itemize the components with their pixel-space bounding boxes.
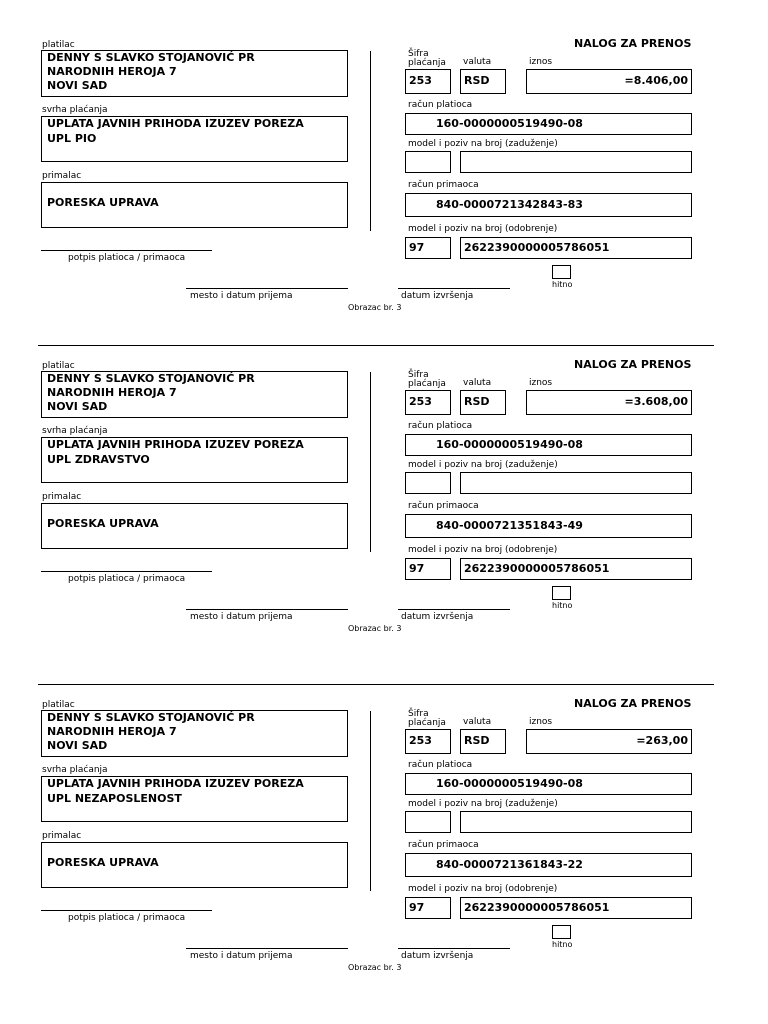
- purpose-line-1: UPLATA JAVNIH PRIHODA IZUZEV POREZA: [47, 777, 304, 790]
- purpose-line-2: UPL PIO: [47, 132, 97, 145]
- place-date-label: mesto i datum prijema: [190, 612, 293, 622]
- purpose-line-1: UPLATA JAVNIH PRIHODA IZUZEV POREZA: [47, 438, 304, 451]
- model: 97: [409, 901, 425, 914]
- purpose-label: svrha plaćanja: [42, 426, 108, 436]
- currency-label: valuta: [463, 378, 492, 388]
- signature-line: [41, 250, 212, 251]
- recipient-account-label: račun primaoca: [408, 180, 479, 190]
- payment-order-1: [0, 38, 768, 338]
- place-date-line: [186, 288, 348, 289]
- model-debit-label: model i poziv na broj (zaduženje): [408, 460, 558, 470]
- model-debit-box: [405, 151, 451, 173]
- model-credit-label: model i poziv na broj (odobrenje): [408, 884, 558, 894]
- payment-order-2: [0, 359, 768, 659]
- form-number: Obrazac br. 3: [348, 963, 402, 972]
- urgent-checkbox[interactable]: [552, 265, 571, 279]
- purpose-label: svrha plaćanja: [42, 105, 108, 115]
- payer-account: 160-0000000519490-08: [436, 117, 583, 130]
- payer-label: platilac: [42, 700, 75, 710]
- reference-debit-box: [460, 811, 692, 833]
- payment-code: 253: [409, 395, 432, 408]
- separator-1: [38, 345, 714, 346]
- separator-2: [38, 684, 714, 685]
- payment-code-label-2: plaćanja: [408, 379, 446, 389]
- recipient-name: PORESKA UPRAVA: [47, 196, 159, 209]
- form-number: Obrazac br. 3: [348, 303, 402, 312]
- payer-account: 160-0000000519490-08: [436, 438, 583, 451]
- place-date-label: mesto i datum prijema: [190, 291, 293, 301]
- payment-code-label-2: plaćanja: [408, 58, 446, 68]
- payer-city: NOVI SAD: [47, 400, 108, 413]
- payment-code: 253: [409, 734, 432, 747]
- urgent-checkbox[interactable]: [552, 925, 571, 939]
- payer-account-label: račun platioca: [408, 760, 473, 770]
- recipient-account: 840-0000721351843-49: [436, 519, 583, 532]
- recipient-label: primalac: [42, 831, 82, 841]
- payer-address: NARODNIH HEROJA 7: [47, 725, 177, 738]
- currency: RSD: [464, 395, 490, 408]
- payer-name: DENNY S SLAVKO STOJANOVIĆ PR: [47, 51, 255, 64]
- signature-label: potpis platioca / primaoca: [68, 253, 186, 263]
- model: 97: [409, 562, 425, 575]
- execution-date-label: datum izvršenja: [401, 951, 474, 961]
- recipient-name: PORESKA UPRAVA: [47, 517, 159, 530]
- urgent-label: hitno: [552, 601, 573, 610]
- model-credit-label: model i poziv na broj (odobrenje): [408, 545, 558, 555]
- execution-date-line: [398, 609, 510, 610]
- payment-order-3: [0, 698, 768, 998]
- payer-account: 160-0000000519490-08: [436, 777, 583, 790]
- payer-account-label: račun platioca: [408, 421, 473, 431]
- urgent-checkbox[interactable]: [552, 586, 571, 600]
- reference-debit-box: [460, 472, 692, 494]
- form-number: Obrazac br. 3: [348, 624, 402, 633]
- purpose-line-2: UPL ZDRAVSTVO: [47, 453, 150, 466]
- amount-label: iznos: [529, 57, 553, 67]
- payer-name: DENNY S SLAVKO STOJANOVIĆ PR: [47, 711, 255, 724]
- currency-label: valuta: [463, 57, 492, 67]
- execution-date-line: [398, 288, 510, 289]
- amount: =263,00: [636, 734, 688, 747]
- payer-account-label: račun platioca: [408, 100, 473, 110]
- payer-city: NOVI SAD: [47, 79, 108, 92]
- model: 97: [409, 241, 425, 254]
- purpose-label: svrha plaćanja: [42, 765, 108, 775]
- purpose-line-1: UPLATA JAVNIH PRIHODA IZUZEV POREZA: [47, 117, 304, 130]
- execution-date-line: [398, 948, 510, 949]
- recipient-account: 840-0000721342843-83: [436, 198, 583, 211]
- recipient-name: PORESKA UPRAVA: [47, 856, 159, 869]
- vertical-divider: [370, 711, 371, 891]
- signature-line: [41, 571, 212, 572]
- payer-city: NOVI SAD: [47, 739, 108, 752]
- place-date-line: [186, 948, 348, 949]
- form-title: NALOG ZA PRENOS: [574, 697, 692, 710]
- place-date-line: [186, 609, 348, 610]
- purpose-line-2: UPL NEZAPOSLENOST: [47, 792, 182, 805]
- model-debit-box: [405, 811, 451, 833]
- payment-code-label: Šifra: [408, 49, 429, 59]
- execution-date-label: datum izvršenja: [401, 612, 474, 622]
- payment-code-label: Šifra: [408, 370, 429, 380]
- recipient-account-label: račun primaoca: [408, 501, 479, 511]
- payment-code-label-2: plaćanja: [408, 718, 446, 728]
- place-date-label: mesto i datum prijema: [190, 951, 293, 961]
- signature-label: potpis platioca / primaoca: [68, 913, 186, 923]
- urgent-label: hitno: [552, 940, 573, 949]
- recipient-label: primalac: [42, 492, 82, 502]
- payer-label: platilac: [42, 361, 75, 371]
- amount: =3.608,00: [624, 395, 688, 408]
- amount: =8.406,00: [624, 74, 688, 87]
- payer-address: NARODNIH HEROJA 7: [47, 386, 177, 399]
- currency: RSD: [464, 734, 490, 747]
- reference: 2622390000005786051: [464, 241, 610, 254]
- vertical-divider: [370, 372, 371, 552]
- model-debit-label: model i poziv na broj (zaduženje): [408, 799, 558, 809]
- model-debit-label: model i poziv na broj (zaduženje): [408, 139, 558, 149]
- payer-name: DENNY S SLAVKO STOJANOVIĆ PR: [47, 372, 255, 385]
- currency-label: valuta: [463, 717, 492, 727]
- signature-line: [41, 910, 212, 911]
- amount-label: iznos: [529, 717, 553, 727]
- model-credit-label: model i poziv na broj (odobrenje): [408, 224, 558, 234]
- payer-address: NARODNIH HEROJA 7: [47, 65, 177, 78]
- form-title: NALOG ZA PRENOS: [574, 358, 692, 371]
- payment-code: 253: [409, 74, 432, 87]
- reference: 2622390000005786051: [464, 562, 610, 575]
- signature-label: potpis platioca / primaoca: [68, 574, 186, 584]
- model-debit-box: [405, 472, 451, 494]
- reference: 2622390000005786051: [464, 901, 610, 914]
- payment-code-label: Šifra: [408, 709, 429, 719]
- recipient-label: primalac: [42, 171, 82, 181]
- form-title: NALOG ZA PRENOS: [574, 37, 692, 50]
- amount-label: iznos: [529, 378, 553, 388]
- vertical-divider: [370, 51, 371, 231]
- recipient-account-label: račun primaoca: [408, 840, 479, 850]
- reference-debit-box: [460, 151, 692, 173]
- recipient-account: 840-0000721361843-22: [436, 858, 583, 871]
- currency: RSD: [464, 74, 490, 87]
- urgent-label: hitno: [552, 280, 573, 289]
- execution-date-label: datum izvršenja: [401, 291, 474, 301]
- payer-label: platilac: [42, 40, 75, 50]
